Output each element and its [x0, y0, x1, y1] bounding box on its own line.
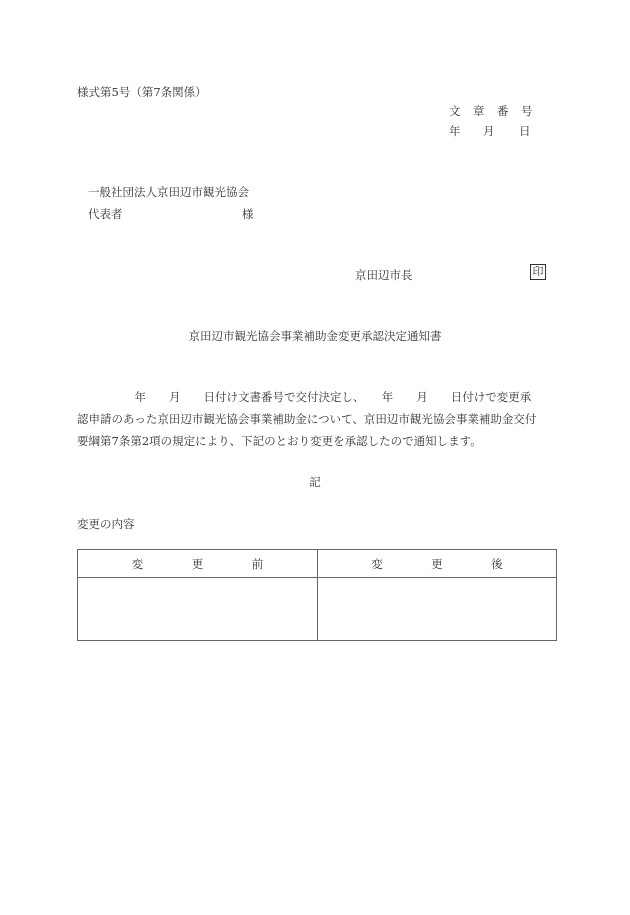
header-char: 変 [131, 556, 144, 571]
ki-heading: 記 [309, 475, 321, 489]
header-char: 変 [371, 556, 383, 571]
body-paragraph [77, 386, 557, 452]
date-day: 日 [519, 124, 531, 138]
header-char: 前 [251, 556, 264, 571]
form-number: 様式第5号（第7条関係） [77, 85, 207, 99]
header-char: 更 [191, 556, 204, 571]
header-after [318, 550, 557, 578]
issuer-title: 京田辺市長 [355, 268, 413, 282]
cell-before [78, 578, 318, 641]
cell-after [318, 578, 557, 641]
table-header-row [78, 550, 557, 578]
body-line: 要綱第7条第2項の規定により、下記のとおり変更を承認したので通知します。 [77, 434, 482, 448]
change-section-label: 変更の内容 [77, 517, 135, 531]
header-char: 更 [431, 556, 443, 571]
recipient-organization: 一般社団法人京田辺市観光協会 [88, 185, 249, 199]
document-number-label [449, 103, 535, 119]
issue-date-label [449, 123, 533, 139]
doc-number-char: 号 [521, 104, 533, 118]
representative-label: 代表者 [88, 207, 123, 221]
doc-number-char: 番 [497, 104, 509, 118]
doc-number-char: 章 [473, 104, 485, 118]
table-row [78, 578, 557, 641]
honorific: 様 [242, 207, 254, 221]
date-month: 月 [483, 124, 495, 138]
seal-mark: 印 [530, 264, 546, 280]
body-line: 認申請のあった京田辺市観光協会事業補助金について、京田辺市観光協会事業補助金交付 [77, 412, 537, 426]
header-char: 後 [491, 556, 503, 571]
change-table [77, 549, 557, 641]
doc-number-char: 文 [449, 104, 461, 118]
header-before [78, 550, 318, 578]
date-year: 年 [449, 124, 461, 138]
document-title: 京田辺市観光協会事業補助金変更承認決定通知書 [188, 329, 442, 343]
body-line: 年 月 日付け文書番号で交付決定し、 年 月 日付けで変更承 [77, 390, 532, 404]
